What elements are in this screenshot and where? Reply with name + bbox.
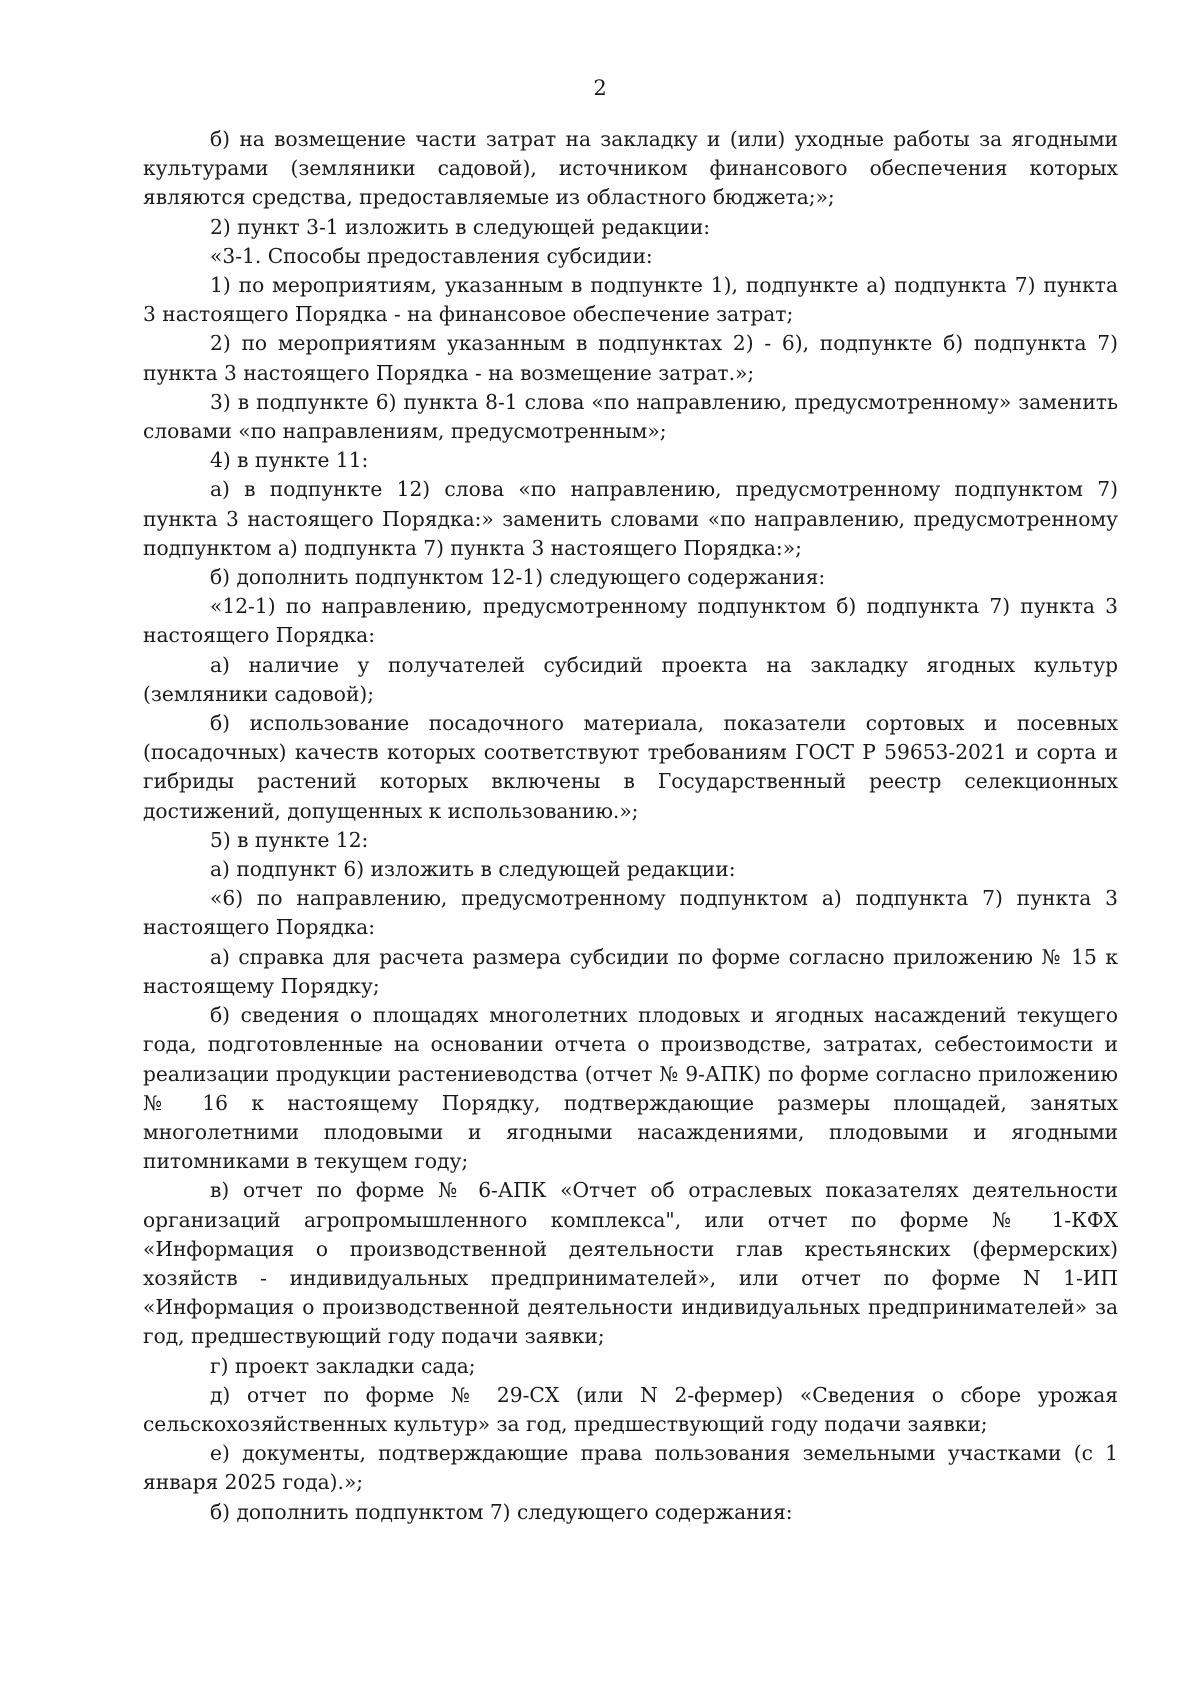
paragraph: б) на возмещение части затрат на закладку и (или) уходные работы за ягодными культурами (земляники садовой), источником финансового обеспечения которых являются средства, предоставляемые из областного бюджета;»;	[143, 127, 1118, 210]
paragraph: а) наличие у получателей субсидий проекта на закладку ягодных культур (земляники садовой);	[143, 652, 1118, 706]
paragraph: б) использование посадочного материала, показатели сортовых и посевных (посадочных) качеств которых соответствуют требованиям ГОСТ Р 59653-2021 и сорта и гибриды растений которых включены в Государственный реестр селекционных достижений, допущенных к использованию.»;	[143, 711, 1118, 823]
paragraph: е) документы, подтверждающие права пользования земельными участками (с 1 января 2025 года).»;	[143, 1441, 1118, 1495]
paragraph: а) подпункт 6) изложить в следующей редакции:	[210, 857, 736, 882]
paragraph: б) сведения о площадях многолетних плодовых и ягодных насаждений текущего года, подготовленные на основании отчета о производстве, затратах, себестоимости и реализации продукции растениеводства (отчет № 9-АПК) по форме согласно приложению № 16 к настоящему Порядку, подтверждающие размеры площадей, занятых многолетними плодовыми и ягодными насаждениями, плодовыми и ягодными питомниками в текущем году;	[143, 1003, 1118, 1174]
paragraph: «12-1) по направлению, предусмотренному подпунктом б) подпункта 7) пункта 3 настоящего Порядка:	[143, 594, 1118, 648]
paragraph: 2) пункт 3-1 изложить в следующей редакции:	[210, 214, 711, 239]
paragraph: а) справка для расчета размера субсидии по форме согласно приложению № 15 к настоящему Порядку;	[143, 944, 1118, 998]
paragraph: а) в подпункте 12) слова «по направлению, предусмотренному подпунктом 7) пункта 3 настоящего Порядка:» заменить словами «по направлению, предусмотренному подпунктом а) подпункта 7) пункта 3 настоящего Порядка:»;	[143, 477, 1118, 560]
paragraph: б) дополнить подпунктом 7) следующего содержания:	[210, 1499, 793, 1524]
paragraph: 2) по мероприятиям указанным в подпунктах 2) - 6), подпункте б) подпункта 7) пункта 3 настоящего Порядка - на возмещение затрат.»;	[143, 331, 1118, 385]
paragraph: 4) в пункте 11:	[210, 448, 369, 473]
paragraph: д) отчет по форме № 29-СХ (или N 2-фермер) «Сведения о сборе урожая сельскохозяйственных культур» за год, предшествующий году подачи заявки;	[143, 1382, 1118, 1436]
document-body	[143, 125, 1118, 1527]
paragraph: в) отчет по форме № 6-АПК «Отчет об отраслевых показателях деятельности организаций агропромышленного комплекса", или отчет по форме № 1-КФХ «Информация о производственной деятельности глав крестьянских (фермерских) хозяйств - индивидуальных предпринимателей», или отчет по форме N 1-ИП «Информация о производственной деятельности индивидуальных предпринимателей» за год, предшествующий году подачи заявки;	[143, 1178, 1118, 1349]
paragraph: 1) по мероприятиям, указанным в подпункте 1), подпункте а) подпункта 7) пункта 3 настоящего Порядка - на финансовое обеспечение затрат;	[143, 273, 1118, 327]
paragraph: 3) в подпункте 6) пункта 8-1 слова «по направлению, предусмотренному» заменить словами «по направлениям, предусмотренным»;	[143, 389, 1118, 444]
paragraph: г) проект закладки сада;	[210, 1353, 476, 1378]
paragraph: «6) по направлению, предусмотренному подпунктом а) подпункта 7) пункта 3 настоящего Порядка:	[143, 886, 1118, 940]
paragraph: «3-1. Способы предоставления субсидии:	[210, 243, 653, 268]
paragraph: б) дополнить подпунктом 12-1) следующего содержания:	[210, 565, 826, 590]
page-number: 2	[593, 76, 607, 100]
paragraph: 5) в пункте 12:	[210, 827, 369, 852]
